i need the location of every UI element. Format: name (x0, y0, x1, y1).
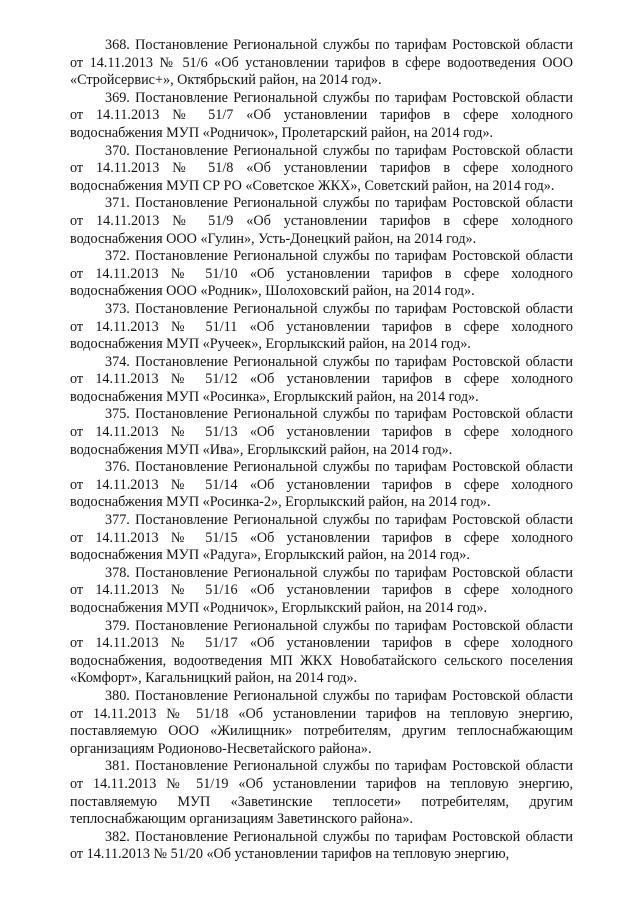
paragraph-377: 377. Постановление Региональной службы по тарифам Ростовской области от 14.11.2013 № 51/15 «Об установлении тарифов в сфере холодного водоснабжения МУП «Радуга», Егорлыкский район, на 2014 год». (70, 512, 573, 564)
paragraph-382: 382. Постановление Региональной службы по тарифам Ростовской области от 14.11.2013 № 51/20 «Об установлении тарифов на тепловую энергию, (70, 828, 573, 863)
paragraph-369: 369. Постановление Региональной службы по тарифам Ростовской области от 14.11.2013 № 51/7 «Об установлении тарифов в сфере холодного водоснабжения МУП «Родничок», Пролетарский район, на 2014 год». (70, 89, 573, 141)
paragraph-373: 373. Постановление Региональной службы по тарифам Ростовской области от 14.11.2013 № 51/11 «Об установлении тарифов в сфере холодного водоснабжения МУП «Ручеек», Егорлыкский район, на 2014 год». (70, 300, 573, 353)
paragraph-380: 380. Постановление Региональной службы по тарифам Ростовской области от 14.11.2013 № 51/18 «Об установлении тарифов на тепловую энергию, поставляемую ООО «Жилищник» потребителям, другим теплоснабжающим организациям Родионово-Несветайского района». (70, 687, 573, 757)
paragraph-371: 371. Постановление Региональной службы по тарифам Ростовской области от 14.11.2013 № 51/9 «Об установлении тарифов в сфере холодного водоснабжения ООО «Гулин», Усть-Донецкий район, на 2014 год». (70, 195, 573, 247)
paragraph-374: 374. Постановление Региональной службы по тарифам Ростовской области от 14.11.2013 № 51/12 «Об установлении тарифов в сфере холодного водоснабжения МУП «Росинка», Егорлыкский район, на 2014 год». (70, 353, 573, 405)
paragraph-381: 381. Постановление Региональной службы по тарифам Ростовской области от 14.11.2013 № 51/19 «Об установлении тарифов на тепловую энергию, поставляемую МУП «Заветинские теплосети» потребителям, другим теплоснабжающим организациям Заветинского района». (70, 758, 573, 828)
paragraph-379: 379. Постановление Региональной службы по тарифам Ростовской области от 14.11.2013 № 51/17 «Об установлении тарифов в сфере холодного водоснабжения, водоотведения МП ЖКХ Новобатайского сельского поселения «Комфорт», Кагальницкий район, на 2014 год». (70, 617, 573, 687)
paragraph-372: 372. Постановление Региональной службы по тарифам Ростовской области от 14.11.2013 № 51/10 «Об установлении тарифов в сфере холодного водоснабжения ООО «Родник», Шолоховский район, на 2014 год». (70, 248, 573, 300)
paragraph-375: 375. Постановление Региональной службы по тарифам Ростовской области от 14.11.2013 № 51/13 «Об установлении тарифов в сфере холодного водоснабжения МУП «Ива», Егорлыкский район, на 2014 год». (70, 406, 573, 458)
paragraph-378: 378. Постановление Региональной службы по тарифам Ростовской области от 14.11.2013 № 51/16 «Об установлении тарифов в сфере холодного водоснабжения МУП «Родничок», Егорлыкский район, на 2014 год». (70, 564, 573, 616)
paragraph-376: 376. Постановление Региональной службы по тарифам Ростовской области от 14.11.2013 № 51/14 «Об установлении тарифов в сфере холодного водоснабжения МУП «Росинка-2», Егорлыкский район, на 2014 год». (70, 459, 573, 511)
paragraph-370: 370. Постановление Региональной службы по тарифам Ростовской области от 14.11.2013 № 51/8 «Об установлении тарифов в сфере холодного водоснабжения МУП СР РО «Советское ЖКХ», Советский район, на 2014 год». (70, 142, 573, 194)
paragraph-368: 368. Постановление Региональной службы по тарифам Ростовской области от 14.11.2013 № 51/6 «Об установлении тарифов в сфере водоотведения ООО «Стройсервис+», Октябрьский район, на 2014 год». (70, 37, 573, 89)
document-page (70, 37, 573, 864)
